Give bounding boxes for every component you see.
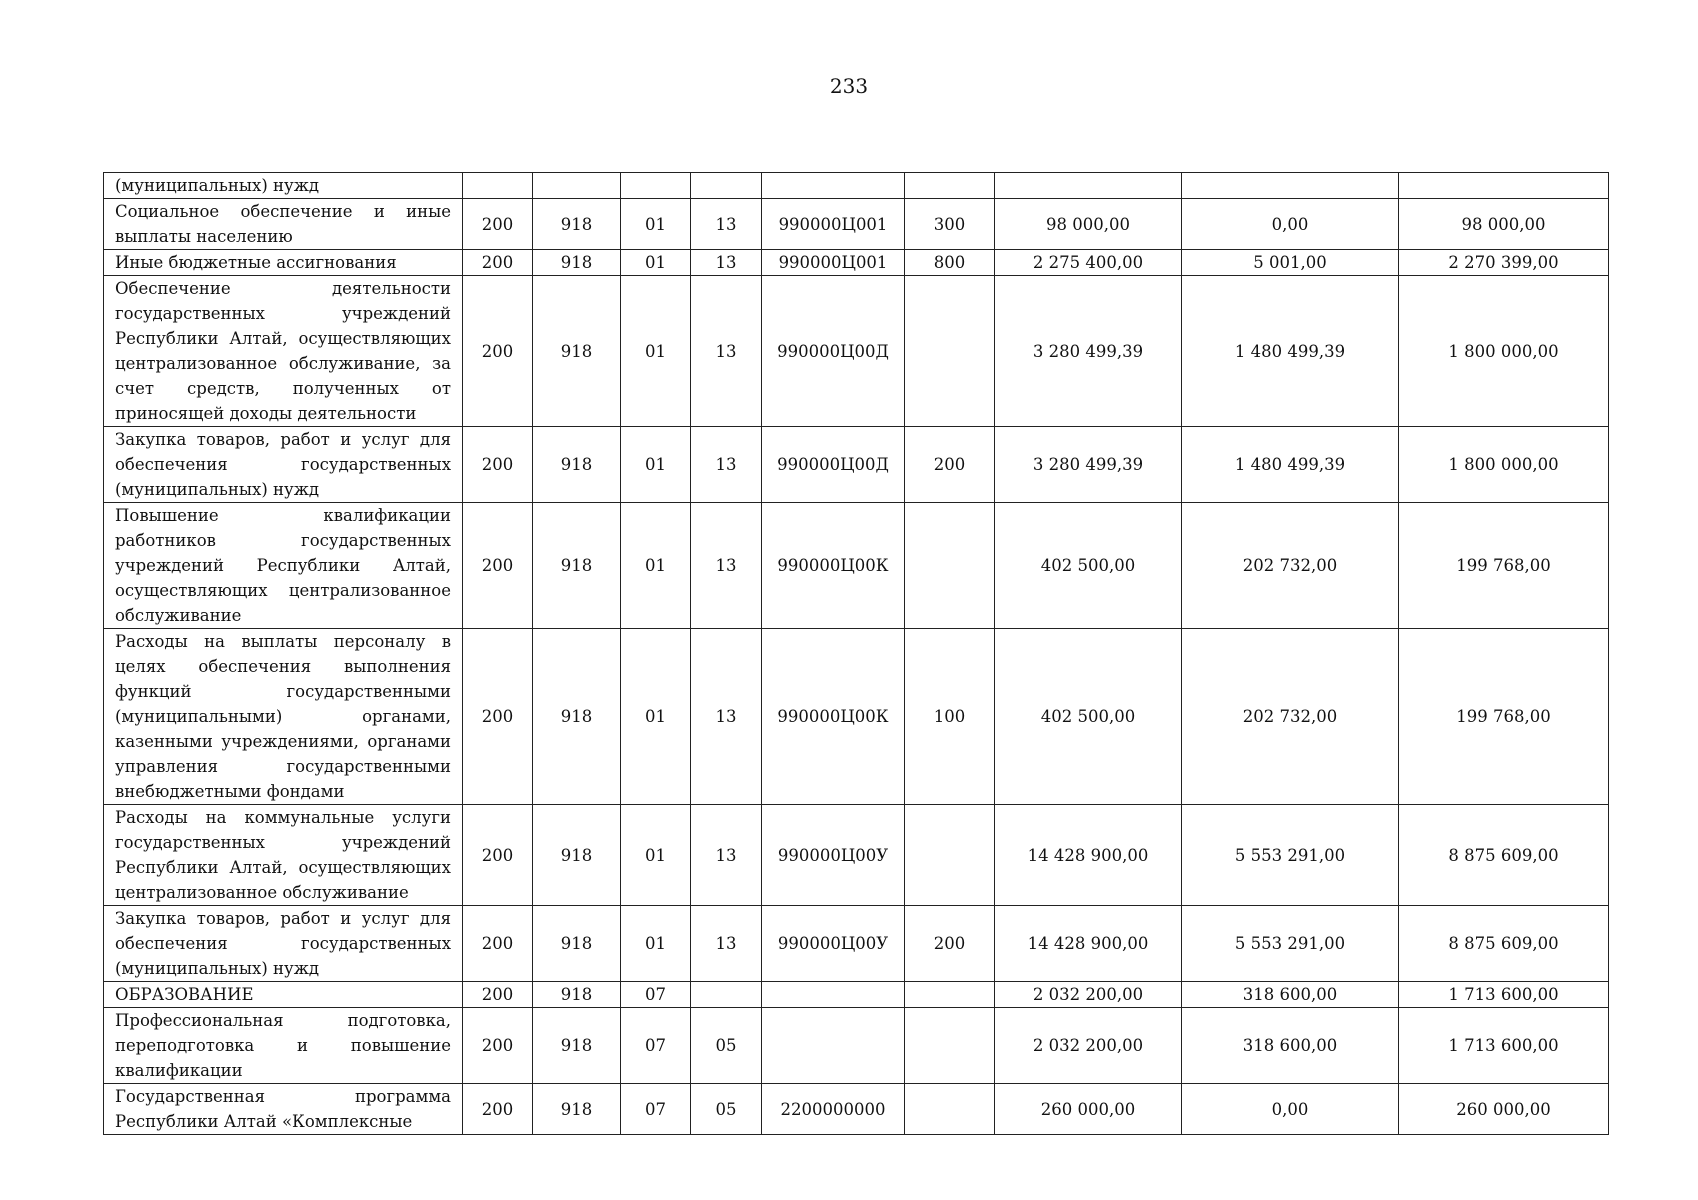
cell-ministry-code: 918 [533,250,621,276]
cell-subsection: 05 [691,1008,762,1084]
cell-subsection: 05 [691,1084,762,1135]
cell-amount-a: 318 600,00 [1182,982,1399,1008]
page-number: 233 [829,74,869,98]
cell-admin-code: 200 [463,1008,533,1084]
cell-expense-type [905,1008,995,1084]
cell-target-article [762,1008,905,1084]
row-name-cell: Повышение квалификации работников государственных учреждений Республики Алтай, осуществляющих централизованное обслуживание [104,503,463,629]
cell-amount-total: 3 280 499,39 [995,276,1182,427]
cell-subsection: 13 [691,276,762,427]
table-row [104,173,1609,199]
cell-target-article: 990000Ц00У [762,906,905,982]
cell-expense-type: 300 [905,199,995,250]
budget-table [103,172,1609,1135]
cell-expense-type [905,1084,995,1135]
cell-section: 07 [621,1008,691,1084]
cell-section: 01 [621,276,691,427]
row-name-cell: Социальное обеспечение и иные выплаты населению [104,199,463,250]
table-row [104,199,1609,250]
row-name-cell: Иные бюджетные ассигнования [104,250,463,276]
cell-admin-code: 200 [463,503,533,629]
cell-ministry-code: 918 [533,906,621,982]
table-row [104,629,1609,805]
cell-ministry-code [533,173,621,199]
cell-admin-code: 200 [463,1084,533,1135]
cell-subsection: 13 [691,906,762,982]
cell-section [621,173,691,199]
cell-admin-code: 200 [463,629,533,805]
cell-amount-b: 8 875 609,00 [1399,805,1609,906]
row-name-cell: Закупка товаров, работ и услуг для обеспечения государственных (муниципальных) нужд [104,906,463,982]
cell-amount-a: 1 480 499,39 [1182,427,1399,503]
cell-subsection: 13 [691,427,762,503]
cell-amount-total: 98 000,00 [995,199,1182,250]
cell-section: 07 [621,982,691,1008]
cell-amount-total: 2 032 200,00 [995,1008,1182,1084]
cell-amount-b: 98 000,00 [1399,199,1609,250]
cell-section: 01 [621,199,691,250]
cell-subsection: 13 [691,629,762,805]
table-row [104,250,1609,276]
cell-amount-total [995,173,1182,199]
row-name-cell: Расходы на выплаты персоналу в целях обеспечения выполнения функций государственными (муниципальными) органами, казенными учреждениями, органами управления государственными внебюджетными фондами [104,629,463,805]
cell-amount-a: 0,00 [1182,199,1399,250]
cell-amount-b: 1 800 000,00 [1399,427,1609,503]
cell-target-article: 990000Ц00Д [762,276,905,427]
cell-ministry-code: 918 [533,982,621,1008]
cell-section: 01 [621,805,691,906]
cell-section: 01 [621,629,691,805]
cell-target-article: 990000Ц00Д [762,427,905,503]
cell-amount-total: 402 500,00 [995,503,1182,629]
cell-section: 01 [621,427,691,503]
cell-section: 01 [621,906,691,982]
row-name-cell: Закупка товаров, работ и услуг для обеспечения государственных (муниципальных) нужд [104,427,463,503]
cell-target-article: 990000Ц00У [762,805,905,906]
cell-amount-a: 5 001,00 [1182,250,1399,276]
cell-admin-code: 200 [463,427,533,503]
cell-ministry-code: 918 [533,276,621,427]
cell-admin-code: 200 [463,982,533,1008]
cell-admin-code [463,173,533,199]
cell-amount-b [1399,173,1609,199]
table-row [104,982,1609,1008]
row-name-cell: Расходы на коммунальные услуги государственных учреждений Республики Алтай, осуществляющих централизованное обслуживание [104,805,463,906]
cell-subsection: 13 [691,503,762,629]
cell-amount-b: 8 875 609,00 [1399,906,1609,982]
cell-ministry-code: 918 [533,503,621,629]
cell-target-article: 990000Ц00К [762,503,905,629]
cell-admin-code: 200 [463,906,533,982]
cell-target-article: 990000Ц00К [762,629,905,805]
cell-expense-type: 800 [905,250,995,276]
cell-amount-total: 402 500,00 [995,629,1182,805]
cell-amount-b: 199 768,00 [1399,503,1609,629]
cell-subsection [691,173,762,199]
cell-amount-b: 1 713 600,00 [1399,982,1609,1008]
cell-expense-type [905,173,995,199]
cell-expense-type [905,503,995,629]
cell-subsection: 13 [691,199,762,250]
cell-amount-total: 3 280 499,39 [995,427,1182,503]
cell-amount-b: 1 713 600,00 [1399,1008,1609,1084]
cell-expense-type: 200 [905,906,995,982]
cell-admin-code: 200 [463,250,533,276]
cell-admin-code: 200 [463,276,533,427]
cell-target-article: 990000Ц001 [762,199,905,250]
table-row [104,503,1609,629]
cell-expense-type: 200 [905,427,995,503]
cell-ministry-code: 918 [533,1084,621,1135]
cell-ministry-code: 918 [533,629,621,805]
row-name-cell: Обеспечение деятельности государственных учреждений Республики Алтай, осуществляющих централизованное обслуживание, за счет средств, полученных от приносящей доходы деятельности [104,276,463,427]
row-name-cell: ОБРАЗОВАНИЕ [104,982,463,1008]
table-row [104,805,1609,906]
table-row [104,906,1609,982]
table-row [104,1084,1609,1135]
row-name-cell: Профессиональная подготовка, переподготовка и повышение квалификации [104,1008,463,1084]
cell-amount-total: 2 032 200,00 [995,982,1182,1008]
cell-section: 01 [621,503,691,629]
table-row [104,427,1609,503]
row-name-cell: (муниципальных) нужд [104,173,463,199]
cell-amount-a [1182,173,1399,199]
cell-ministry-code: 918 [533,1008,621,1084]
cell-amount-a: 5 553 291,00 [1182,805,1399,906]
cell-section: 01 [621,250,691,276]
cell-section: 07 [621,1084,691,1135]
cell-expense-type [905,276,995,427]
cell-amount-b: 2 270 399,00 [1399,250,1609,276]
cell-amount-a: 318 600,00 [1182,1008,1399,1084]
cell-amount-a: 202 732,00 [1182,629,1399,805]
cell-expense-type: 100 [905,629,995,805]
table-row [104,276,1609,427]
cell-subsection: 13 [691,250,762,276]
cell-ministry-code: 918 [533,805,621,906]
cell-subsection: 13 [691,805,762,906]
cell-expense-type [905,805,995,906]
cell-amount-a: 202 732,00 [1182,503,1399,629]
cell-target-article [762,173,905,199]
cell-ministry-code: 918 [533,199,621,250]
row-name-cell: Государственная программа Республики Алтай «Комплексные [104,1084,463,1135]
cell-amount-a: 5 553 291,00 [1182,906,1399,982]
cell-amount-total: 2 275 400,00 [995,250,1182,276]
cell-amount-b: 260 000,00 [1399,1084,1609,1135]
table-row [104,1008,1609,1084]
cell-amount-b: 199 768,00 [1399,629,1609,805]
cell-amount-total: 260 000,00 [995,1084,1182,1135]
cell-amount-b: 1 800 000,00 [1399,276,1609,427]
cell-amount-a: 1 480 499,39 [1182,276,1399,427]
cell-amount-total: 14 428 900,00 [995,805,1182,906]
cell-target-article: 2200000000 [762,1084,905,1135]
cell-subsection [691,982,762,1008]
cell-amount-a: 0,00 [1182,1084,1399,1135]
cell-ministry-code: 918 [533,427,621,503]
cell-amount-total: 14 428 900,00 [995,906,1182,982]
cell-admin-code: 200 [463,805,533,906]
cell-target-article: 990000Ц001 [762,250,905,276]
cell-expense-type [905,982,995,1008]
cell-admin-code: 200 [463,199,533,250]
cell-target-article [762,982,905,1008]
